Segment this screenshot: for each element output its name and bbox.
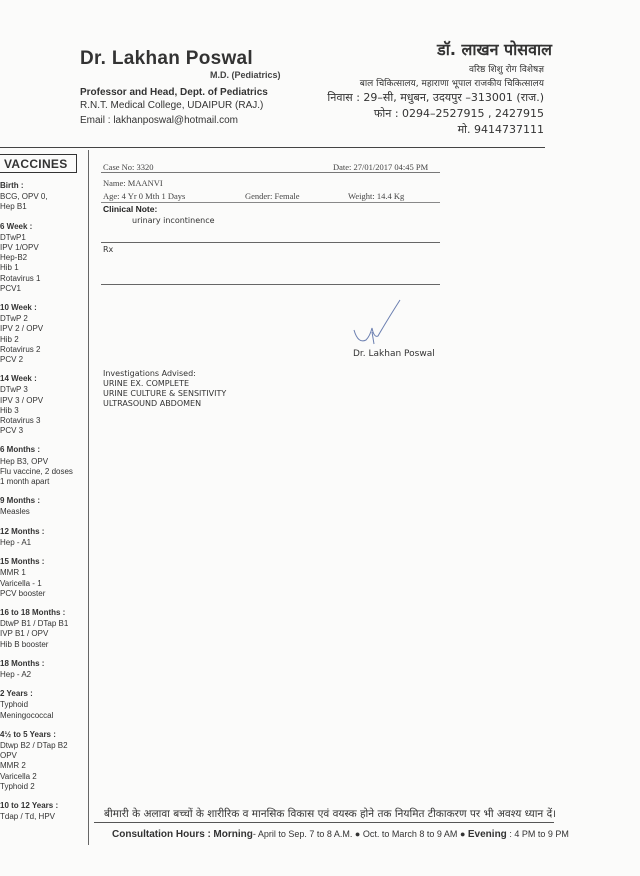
vaccine-item: DTwP 2 — [0, 314, 28, 324]
vaccine-age-heading: 9 Months : — [0, 496, 40, 506]
doctor-name-hindi: डॉ. लाखन पोसवाल — [437, 40, 552, 59]
footer-hindi-note: बीमारी के अलावा बच्चों के शारीरिक व मानसिक विकास एवं वयस्क होने तक नियमित टीकाकरण पर भी अवश्य ध्यान दें। — [104, 808, 557, 820]
vaccine-group — [0, 659, 90, 680]
vaccine-item: PCV booster — [0, 588, 46, 598]
vaccine-age-heading: Birth : — [0, 181, 24, 190]
evening-hours: : 4 PM to 9 PM — [509, 829, 569, 839]
vaccine-item: Flu vaccine, 2 doses — [0, 466, 73, 476]
hours-label: Consultation Hours : — [112, 829, 211, 840]
vaccine-item: PCV 2 — [0, 355, 24, 365]
vaccine-item: Dtwp B2 / DTap B2 — [0, 740, 68, 750]
investigation-item: URINE CULTURE & SENSITIVITY — [103, 389, 227, 398]
vaccine-age-heading: 10 to 12 Years : — [0, 800, 59, 810]
bullet-icon: ● — [459, 829, 466, 839]
doctor-position: Professor and Head, Dept. of Pediatrics — [80, 87, 268, 98]
vaccine-group — [0, 496, 90, 517]
vaccine-item: Tdap / Td, HPV — [0, 812, 55, 822]
evening-label: Evening — [467, 829, 507, 840]
rx-divider — [101, 284, 440, 285]
college-address: R.N.T. Medical College, UDAIPUR (RAJ.) — [80, 100, 264, 111]
vaccine-item: IPV 2 / OPV — [0, 324, 44, 334]
vaccine-item: IVP B1 / OPV — [0, 629, 49, 639]
patient-weight: Weight: 14.4 Kg — [348, 191, 405, 201]
vaccine-age-heading: 18 Months : — [0, 658, 45, 668]
morning-label: Morning — [213, 829, 253, 840]
vaccine-item: Varicella 2 — [0, 771, 37, 781]
vaccine-item: Hep-B2 — [0, 253, 28, 263]
vaccine-group — [0, 689, 90, 721]
vaccine-group — [0, 608, 90, 650]
morning-hours: - April to Sep. 7 to 8 A.M. — [252, 829, 353, 839]
clinical-note-text: urinary incontinence — [132, 216, 215, 225]
signature-scribble — [352, 292, 412, 357]
vaccine-item: Hib 2 — [0, 334, 19, 344]
vaccine-schedule — [0, 181, 90, 831]
vaccine-item: 1 month apart — [0, 477, 50, 487]
vaccine-group — [0, 181, 90, 213]
patient-gender: Gender: Female — [245, 191, 300, 201]
investigation-item: URINE EX. COMPLETE — [103, 379, 190, 388]
vaccine-item: Hib 3 — [0, 405, 19, 415]
vaccine-group — [0, 374, 90, 436]
case-divider — [101, 172, 440, 173]
vaccine-item: PCV 3 — [0, 426, 24, 436]
bullet-icon: ● — [354, 829, 361, 839]
footer-divider — [94, 822, 554, 823]
vaccine-group — [0, 445, 90, 487]
patient-name: Name: MAANVI — [103, 178, 163, 188]
vaccine-group — [0, 557, 90, 599]
vaccine-item: DTwP 3 — [0, 385, 28, 395]
doctor-degree: M.D. (Pediatrics) — [210, 70, 281, 80]
vaccines-heading: VACCINES — [4, 157, 68, 171]
vaccine-item: Rotavirus 1 — [0, 273, 41, 283]
investigation-item: ULTRASOUND ABDOMEN — [103, 399, 202, 408]
consultation-hours — [112, 829, 569, 840]
vaccine-item: IPV 3 / OPV — [0, 395, 44, 405]
signature-name: Dr. Lakhan Poswal — [353, 349, 435, 359]
vaccine-item: Typhoid 2 — [0, 781, 35, 791]
vaccine-age-heading: 6 Week : — [0, 221, 33, 231]
vaccine-group — [0, 801, 90, 822]
vaccine-item: MMR 2 — [0, 761, 26, 771]
mobile-hindi: मो. 9414737111 — [457, 123, 544, 136]
vaccine-item: PCV1 — [0, 283, 21, 293]
vaccine-group — [0, 730, 90, 792]
vaccine-item: Hep B1 — [0, 202, 27, 212]
vaccine-item: DTwP1 — [0, 232, 26, 242]
vaccine-item: OPV — [0, 751, 17, 761]
vaccine-age-heading: 16 to 18 Months : — [0, 607, 66, 617]
winter-hours: Oct. to March 8 to 9 AM — [362, 829, 458, 839]
vaccine-age-heading: 2 Years : — [0, 689, 33, 699]
vaccine-item: DtwP B1 / DTap B1 — [0, 619, 69, 629]
vaccine-age-heading: 6 Months : — [0, 445, 40, 455]
vaccine-item: Hib B booster — [0, 639, 49, 649]
clinical-note-label: Clinical Note: — [103, 204, 158, 214]
phone-hindi: फोन : 0294–2527915 , 2427915 — [373, 107, 544, 120]
vaccine-age-heading: 12 Months : — [0, 526, 45, 536]
vaccine-item: BCG, OPV 0, — [0, 192, 48, 202]
vaccine-group — [0, 303, 90, 365]
patient-divider — [101, 202, 440, 203]
vaccine-item: Meningococcal — [0, 710, 54, 720]
rx-label: Rx — [103, 245, 114, 254]
vaccine-item: Hep - A2 — [0, 669, 32, 679]
address-hindi: निवास : 29–सी, मधुबन, उदयपुर –313001 (राज.) — [327, 91, 544, 104]
vaccine-item: IPV 1/OPV — [0, 243, 39, 253]
vaccine-item: Typhoid — [0, 700, 29, 710]
hospital-hindi: बाल चिकित्सालय, महाराणा भूपाल राजकीय चिकित्सालय — [359, 79, 544, 89]
vaccine-item: Hep B3, OPV — [0, 456, 49, 466]
vaccine-age-heading: 14 Week : — [0, 374, 37, 384]
vaccine-item: Rotavirus 3 — [0, 416, 41, 426]
header-divider — [0, 147, 545, 148]
vaccine-item: Hib 1 — [0, 263, 19, 273]
vaccine-item: Hep - A1 — [0, 537, 32, 547]
vaccine-group — [0, 222, 90, 294]
doctor-name: Dr. Lakhan Poswal — [80, 48, 253, 69]
vaccine-age-heading: 4½ to 5 Years : — [0, 729, 56, 739]
investigations-label: Investigations Advised: — [103, 369, 196, 378]
vaccine-item: Varicella - 1 — [0, 578, 42, 588]
doctor-title-hindi: वरिष्ठ शिशु रोग विशेषज्ञ — [469, 65, 544, 75]
vaccine-item: Measles — [0, 507, 30, 517]
case-number: Case No: 3320 — [103, 162, 154, 172]
visit-date: Date: 27/01/2017 04:45 PM — [333, 162, 429, 172]
vaccine-item: Rotavirus 2 — [0, 344, 41, 354]
vaccine-group — [0, 527, 90, 548]
vaccine-item: MMR 1 — [0, 568, 26, 578]
vaccine-age-heading: 15 Months : — [0, 557, 45, 567]
note-divider — [101, 242, 440, 243]
doctor-email: Email : lakhanposwal@hotmail.com — [80, 115, 238, 126]
patient-age: Age: 4 Yr 0 Mth 1 Days — [103, 191, 186, 201]
vaccine-age-heading: 10 Week : — [0, 303, 37, 313]
